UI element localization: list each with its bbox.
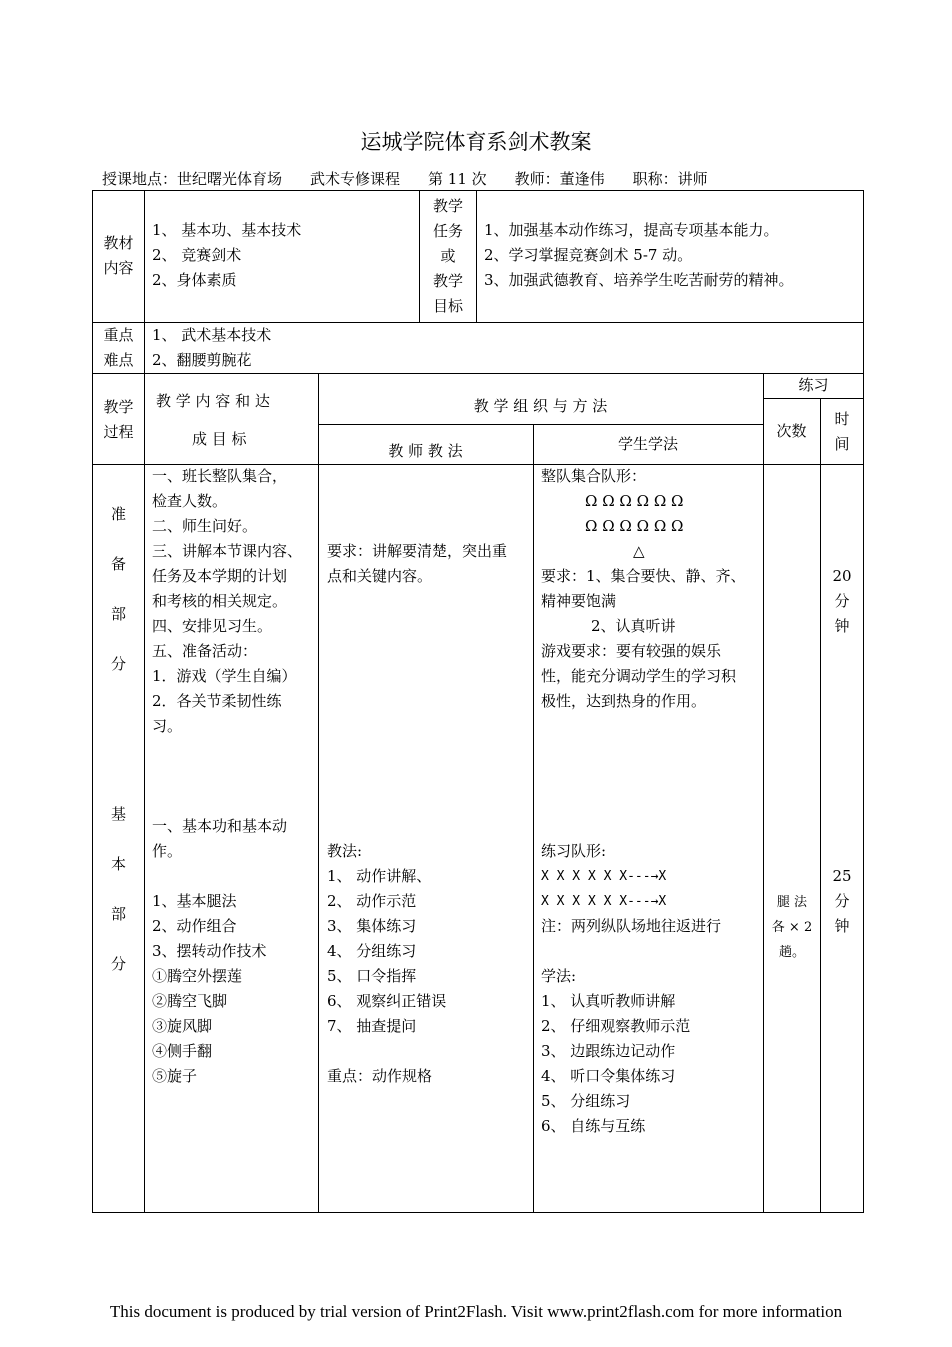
label-line: 基 xyxy=(110,805,126,823)
label-line: 教学 xyxy=(432,272,463,290)
grid-line xyxy=(533,424,534,1213)
prep-teacher xyxy=(327,539,507,589)
label-line: 趟。 xyxy=(778,945,805,960)
list-item: 1、 基本功、基本技术 xyxy=(152,221,302,239)
list-item: 2．各关节柔韧性练 xyxy=(152,692,282,710)
grid-line xyxy=(763,373,764,1213)
list-item: 4、 分组练习 xyxy=(327,942,417,960)
grid-line xyxy=(92,373,864,374)
label-line: 重点 xyxy=(103,326,134,344)
list-item: 2、翻腰剪腕花 xyxy=(152,351,252,369)
list-item: 5、 口令指挥 xyxy=(327,967,417,985)
list-item: 四、安排见习生。 xyxy=(152,617,273,635)
list-item: 1、基本腿法 xyxy=(152,892,237,910)
grid-line xyxy=(318,373,319,1213)
list-item: 3、摆转动作技术 xyxy=(152,942,267,960)
list-item: 5、 分组练习 xyxy=(541,1092,631,1110)
list-item: 7、 抽查提问 xyxy=(327,1017,417,1035)
formation-row: X X X X X X---→X xyxy=(541,894,667,909)
list-item: 2、 动作示范 xyxy=(327,892,417,910)
header-time xyxy=(821,407,863,457)
header-content xyxy=(156,389,270,414)
grid-line xyxy=(318,424,763,425)
grid-line xyxy=(92,190,864,191)
label-line: 分 xyxy=(110,655,126,673)
list-item: 三、讲解本节课内容、 xyxy=(152,542,303,560)
grid-line xyxy=(820,398,821,1213)
list-item: 6、 观察纠正错误 xyxy=(327,992,447,1010)
info-teacher: 教师：董逢伟 xyxy=(514,170,605,188)
label-line: 部 xyxy=(110,905,126,923)
info-course: 武术专修课程 xyxy=(310,170,401,188)
list-item: 3、加强武德教育、培养学生吃苦耐劳的精神。 xyxy=(484,271,794,289)
label-line: 25 xyxy=(832,867,852,885)
header-org: 教 学 组 织 与 方 法 xyxy=(473,397,608,415)
keypoints-items xyxy=(152,323,271,373)
label-line: 或 xyxy=(440,247,456,265)
list-item: ③旋风脚 xyxy=(152,1017,213,1035)
prep-section-label xyxy=(93,489,144,689)
list-item: 精神要饱满 xyxy=(541,592,617,610)
header-content-2 xyxy=(192,427,247,452)
teacher-triangle-icon: △ xyxy=(633,542,645,560)
header-process xyxy=(93,395,144,445)
list-item xyxy=(152,864,287,889)
prep-content xyxy=(152,464,302,739)
list-item: 4、 听口令集体练习 xyxy=(541,1067,676,1085)
grid-line xyxy=(476,190,477,323)
basic-student xyxy=(541,839,721,1139)
list-item: 任务及本学期的计划 xyxy=(152,567,288,585)
label-line: 分 xyxy=(834,892,850,910)
list-item: 1、 动作讲解、 xyxy=(327,867,432,885)
list-item: 1、 武术基本技术 xyxy=(152,326,272,344)
label-line: 难点 xyxy=(103,351,134,369)
basic-section-label xyxy=(93,789,144,989)
list-item: 检查人数。 xyxy=(152,492,228,510)
list-item: 2、 仔细观察教师示范 xyxy=(541,1017,691,1035)
label-line: 过程 xyxy=(103,423,134,441)
header-teacher: 教 师 教 法 xyxy=(388,442,463,460)
list-item: 3、 边跟练边记动作 xyxy=(541,1042,676,1060)
list-item: 教法: xyxy=(327,842,363,860)
label-line: 成 目 标 xyxy=(192,430,247,448)
list-item: 一、班长整队集合， xyxy=(152,467,288,485)
materials-items xyxy=(152,218,301,293)
basic-time xyxy=(821,864,863,939)
label-line: 钟 xyxy=(834,617,850,635)
trial-watermark-footer: This document is produced by trial version of Print2Flash. Visit www.print2flash.com for more information xyxy=(109,1302,843,1321)
label-line: 准 xyxy=(110,505,126,523)
header-student: 学生学法 xyxy=(617,435,678,453)
list-item xyxy=(327,1039,446,1064)
list-item: ②腾空飞脚 xyxy=(152,992,228,1010)
label-line: 教学 xyxy=(103,398,134,416)
list-item: 游戏要求：要有较强的娱乐 xyxy=(541,642,722,660)
prep-time xyxy=(821,564,863,639)
formation-row: Ω Ω Ω Ω Ω Ω xyxy=(585,517,684,535)
list-item: 1、加强基本动作练习，提高专项基本能力。 xyxy=(484,221,779,239)
label-line: 备 xyxy=(110,555,126,573)
header-count: 次数 xyxy=(776,422,807,440)
list-item: 2、学习掌握竞赛剑术 5-7 动。 xyxy=(484,246,693,264)
list-item: ④侧手翻 xyxy=(152,1042,213,1060)
header-practice: 练习 xyxy=(798,376,829,394)
list-item: 2、身体素质 xyxy=(152,271,237,289)
label-line: 教学 xyxy=(432,197,463,215)
list-item: 和考核的相关规定。 xyxy=(152,592,288,610)
list-item: 重点：动作规格 xyxy=(327,1067,433,1085)
basic-count xyxy=(764,890,820,965)
task-label xyxy=(420,194,476,319)
formation-row: X X X X X X---→X xyxy=(541,869,667,884)
page-title: 运城学院体育系剑术教案 xyxy=(360,130,592,154)
grid-line xyxy=(92,1212,864,1213)
list-item: 练习队形: xyxy=(541,842,607,860)
list-item: 注：两列纵队场地往返进行 xyxy=(541,917,722,935)
list-item: 2、 竞赛剑术 xyxy=(152,246,242,264)
basic-content xyxy=(152,814,287,1089)
list-item: 1、 认真听教师讲解 xyxy=(541,992,676,1010)
list-item: 2、认真听讲 xyxy=(591,617,676,635)
list-item: 作。 xyxy=(152,842,183,860)
label-line: 各 × 2 xyxy=(771,920,813,935)
grid-line xyxy=(144,190,145,1213)
list-item: 2、动作组合 xyxy=(152,917,237,935)
info-rank: 职称：讲师 xyxy=(632,170,708,188)
label-line: 任务 xyxy=(432,222,463,240)
formation-row: Ω Ω Ω Ω Ω Ω xyxy=(585,492,684,510)
label-line: 分 xyxy=(834,592,850,610)
label-line: 部 xyxy=(110,605,126,623)
list-item: 五、准备活动： xyxy=(152,642,258,660)
list-item: 性，能充分调动学生的学习积 xyxy=(541,667,737,685)
list-item: 极性，达到热身的作用。 xyxy=(541,692,707,710)
keypoints-label xyxy=(93,323,144,373)
label-line: 时 xyxy=(834,410,850,428)
label-line: 内容 xyxy=(103,259,134,277)
list-item: 整队集合队形： xyxy=(541,467,647,485)
list-item xyxy=(541,939,721,964)
list-item: 要求：讲解要清楚，突出重 xyxy=(327,542,508,560)
list-item: 6、 自练与互练 xyxy=(541,1117,646,1135)
label-line: 教材 xyxy=(103,234,134,252)
label-line: 教 学 内 容 和 达 xyxy=(156,392,270,410)
label-line: 分 xyxy=(110,955,126,973)
grid-line xyxy=(763,398,864,399)
teaching-goals xyxy=(484,218,794,293)
materials-label xyxy=(93,231,144,281)
course-info xyxy=(102,168,736,189)
list-item: 点和关键内容。 xyxy=(327,567,433,585)
label-line: 20 xyxy=(832,567,852,585)
list-item: ⑤旋子 xyxy=(152,1067,198,1085)
label-line: 钟 xyxy=(834,917,850,935)
label-line: 目标 xyxy=(432,297,463,315)
list-item: 二、师生问好。 xyxy=(152,517,258,535)
info-location: 授课地点：世纪曙光体育场 xyxy=(102,170,283,188)
list-item: 1．游戏（学生自编） xyxy=(152,667,297,685)
basic-teacher xyxy=(327,839,446,1089)
list-item: ①腾空外摆莲 xyxy=(152,967,243,985)
list-item: 3、 集体练习 xyxy=(327,917,417,935)
list-item: 要求：1、集合要快、静、齐、 xyxy=(541,567,746,585)
info-session: 第 11 次 xyxy=(428,170,487,188)
label-line: 腿 法 xyxy=(776,895,808,910)
list-item: 学法: xyxy=(541,967,577,985)
prep-student xyxy=(541,464,763,714)
list-item: 习。 xyxy=(152,717,183,735)
label-line: 本 xyxy=(110,855,126,873)
grid-line xyxy=(863,190,864,1213)
label-line: 间 xyxy=(834,435,850,453)
list-item: 一、基本功和基本动 xyxy=(152,817,288,835)
